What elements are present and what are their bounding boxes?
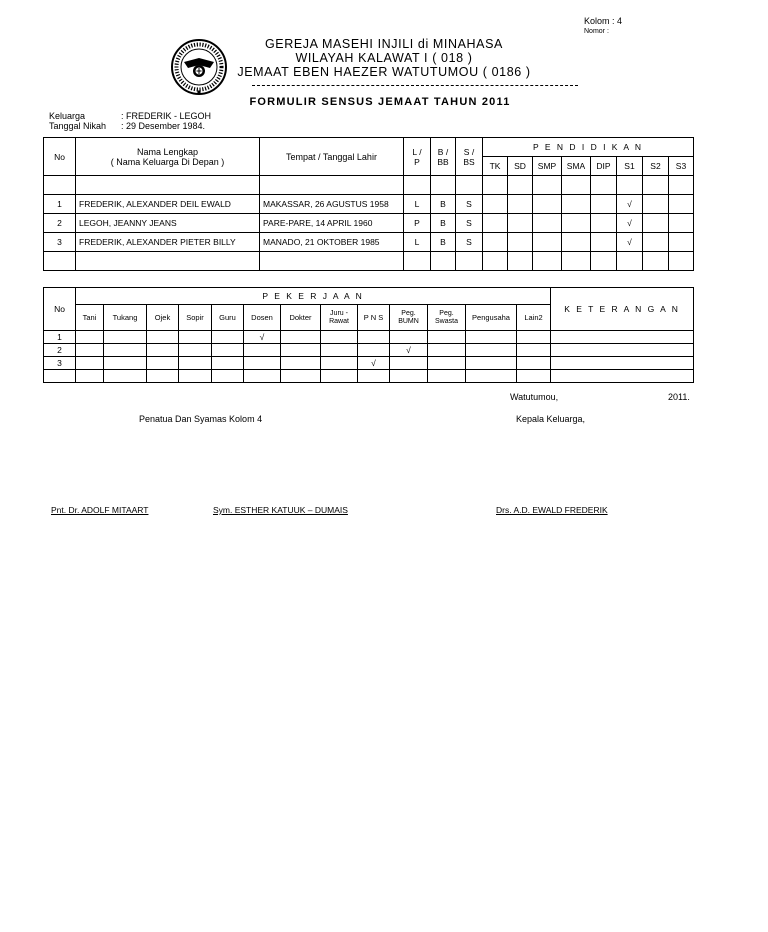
col-guru: Guru	[212, 305, 244, 331]
row-bbb: B	[431, 233, 456, 252]
org-name: GEREJA MASEHI INJILI di MINAHASA	[264, 37, 503, 51]
row-pns: √	[358, 357, 390, 370]
row-nama: FREDERIK, ALEXANDER DEIL EWALD	[76, 195, 260, 214]
form-title: FORMULIR SENSUS JEMAAT TAHUN 2011	[249, 96, 511, 108]
row-dosen	[244, 357, 281, 370]
col-dip: DIP	[591, 157, 617, 176]
col-pns: P N S	[358, 305, 390, 331]
table-row	[44, 357, 694, 370]
elders-title: Penatua Dan Syamas Kolom 4	[139, 414, 263, 424]
row-ttl: MANADO, 21 OKTOBER 1985	[260, 233, 404, 252]
row-pns	[358, 344, 390, 357]
row-bumn	[390, 357, 428, 370]
col-lp	[404, 138, 431, 176]
row-dosen: √	[244, 331, 281, 344]
row-no: 2	[44, 214, 76, 233]
row-sbs: S	[456, 233, 483, 252]
row-no: 2	[44, 344, 76, 357]
row-nama: FREDERIK, ALEXANDER PIETER BILLY	[76, 233, 260, 252]
col-nama	[76, 138, 260, 176]
col-swasta	[428, 305, 466, 331]
col-bumn-line2: BUMN	[398, 317, 419, 325]
row-lp: P	[404, 214, 431, 233]
keluarga-value: : FREDERIK - LEGOH	[121, 111, 212, 121]
col-no: No	[44, 288, 76, 331]
col-lp-line2: P	[414, 156, 420, 167]
col-bbb-line1: B /	[437, 146, 449, 157]
col-bumn	[390, 305, 428, 331]
col-tk: TK	[483, 157, 508, 176]
col-sbs	[456, 138, 483, 176]
row-no: 1	[44, 331, 76, 344]
col-swasta-line1: Peg.	[439, 309, 454, 317]
col-sd: SD	[508, 157, 533, 176]
col-tani: Tani	[76, 305, 104, 331]
col-smp: SMP	[533, 157, 562, 176]
signing-year: 2011.	[668, 392, 690, 402]
occupation-table	[43, 287, 694, 383]
table-row	[44, 233, 694, 252]
table-row	[44, 214, 694, 233]
row-sbs: S	[456, 214, 483, 233]
congregation-name: JEMAAT EBEN HAEZER WATUTUMOU ( 0186 )	[237, 65, 531, 79]
col-bumn-line1: Peg.	[401, 309, 416, 317]
col-dosen: Dosen	[244, 305, 281, 331]
table-row	[44, 331, 694, 344]
table-row	[44, 195, 694, 214]
row-pns	[358, 331, 390, 344]
col-sma: SMA	[562, 157, 591, 176]
row-ttl: MAKASSAR, 26 AGUSTUS 1958	[260, 195, 404, 214]
col-tukang: Tukang	[104, 305, 147, 331]
col-keterangan: K E T E R A N G A N	[551, 288, 694, 331]
col-pekerjaan: P E K E R J A A N	[76, 288, 551, 305]
col-sopir: Sopir	[179, 305, 212, 331]
head-of-family-title: Kepala Keluarga,	[516, 414, 586, 424]
col-sbs-line2: BS	[463, 156, 475, 167]
table-row	[44, 176, 694, 195]
row-bumn	[390, 331, 428, 344]
col-nama-line2: ( Nama Keluarga Di Depan )	[110, 156, 225, 167]
row-sbs: S	[456, 195, 483, 214]
col-juru-line2: Rawat	[329, 317, 349, 325]
row-lp: L	[404, 233, 431, 252]
row-nama: LEGOH, JEANNY JEANS	[76, 214, 260, 233]
col-lp-line1: L /	[412, 146, 422, 157]
col-s1: S1	[617, 157, 643, 176]
region-name: WILAYAH KALAWAT I ( 018 )	[295, 51, 473, 65]
col-pendidikan: P E N D I D I K A N	[483, 138, 694, 157]
signature-deacon: Sym. ESTHER KATUUK – DUMAIS	[213, 505, 348, 515]
row-no: 3	[44, 233, 76, 252]
row-s1: √	[617, 195, 643, 214]
row-no: 1	[44, 195, 76, 214]
col-ojek: Ojek	[147, 305, 179, 331]
keluarga-label: Keluarga	[49, 111, 86, 121]
col-s3: S3	[669, 157, 694, 176]
col-no: No	[44, 138, 76, 176]
members-table	[43, 137, 694, 271]
row-lp: L	[404, 195, 431, 214]
signature-head: Drs. A.D. EWALD FREDERIK	[496, 505, 608, 515]
table-row	[44, 344, 694, 357]
table-row	[44, 252, 694, 271]
col-juru	[321, 305, 358, 331]
nikah-value: : 29 Desember 1984.	[121, 121, 206, 131]
table-row	[44, 370, 694, 383]
col-dokter: Dokter	[281, 305, 321, 331]
row-s1: √	[617, 233, 643, 252]
col-juru-line1: Juru -	[330, 309, 348, 317]
col-nama-line1: Nama Lengkap	[136, 146, 199, 157]
col-bbb	[431, 138, 456, 176]
col-pengusaha: Pengusaha	[466, 305, 517, 331]
signature-elder: Pnt. Dr. ADOLF MITAART	[51, 505, 149, 515]
signing-place: Watutumou,	[510, 392, 559, 402]
col-sbs-line1: S /	[463, 146, 475, 157]
nomor-label: Nomor :	[584, 28, 609, 35]
row-ttl: PARE-PARE, 14 APRIL 1960	[260, 214, 404, 233]
col-ttl: Tempat / Tanggal Lahir	[260, 138, 404, 176]
nikah-label: Tanggal Nikah	[49, 121, 107, 131]
row-bbb: B	[431, 214, 456, 233]
kolom-label: Kolom : 4	[584, 16, 623, 26]
col-lain: Lain2	[517, 305, 551, 331]
col-bbb-line2: BB	[437, 156, 449, 167]
col-s2: S2	[643, 157, 669, 176]
col-swasta-line2: Swasta	[435, 317, 458, 325]
row-s1: √	[617, 214, 643, 233]
header-divider	[252, 85, 578, 86]
row-bbb: B	[431, 195, 456, 214]
row-bumn: √	[390, 344, 428, 357]
row-dosen	[244, 344, 281, 357]
row-no: 3	[44, 357, 76, 370]
